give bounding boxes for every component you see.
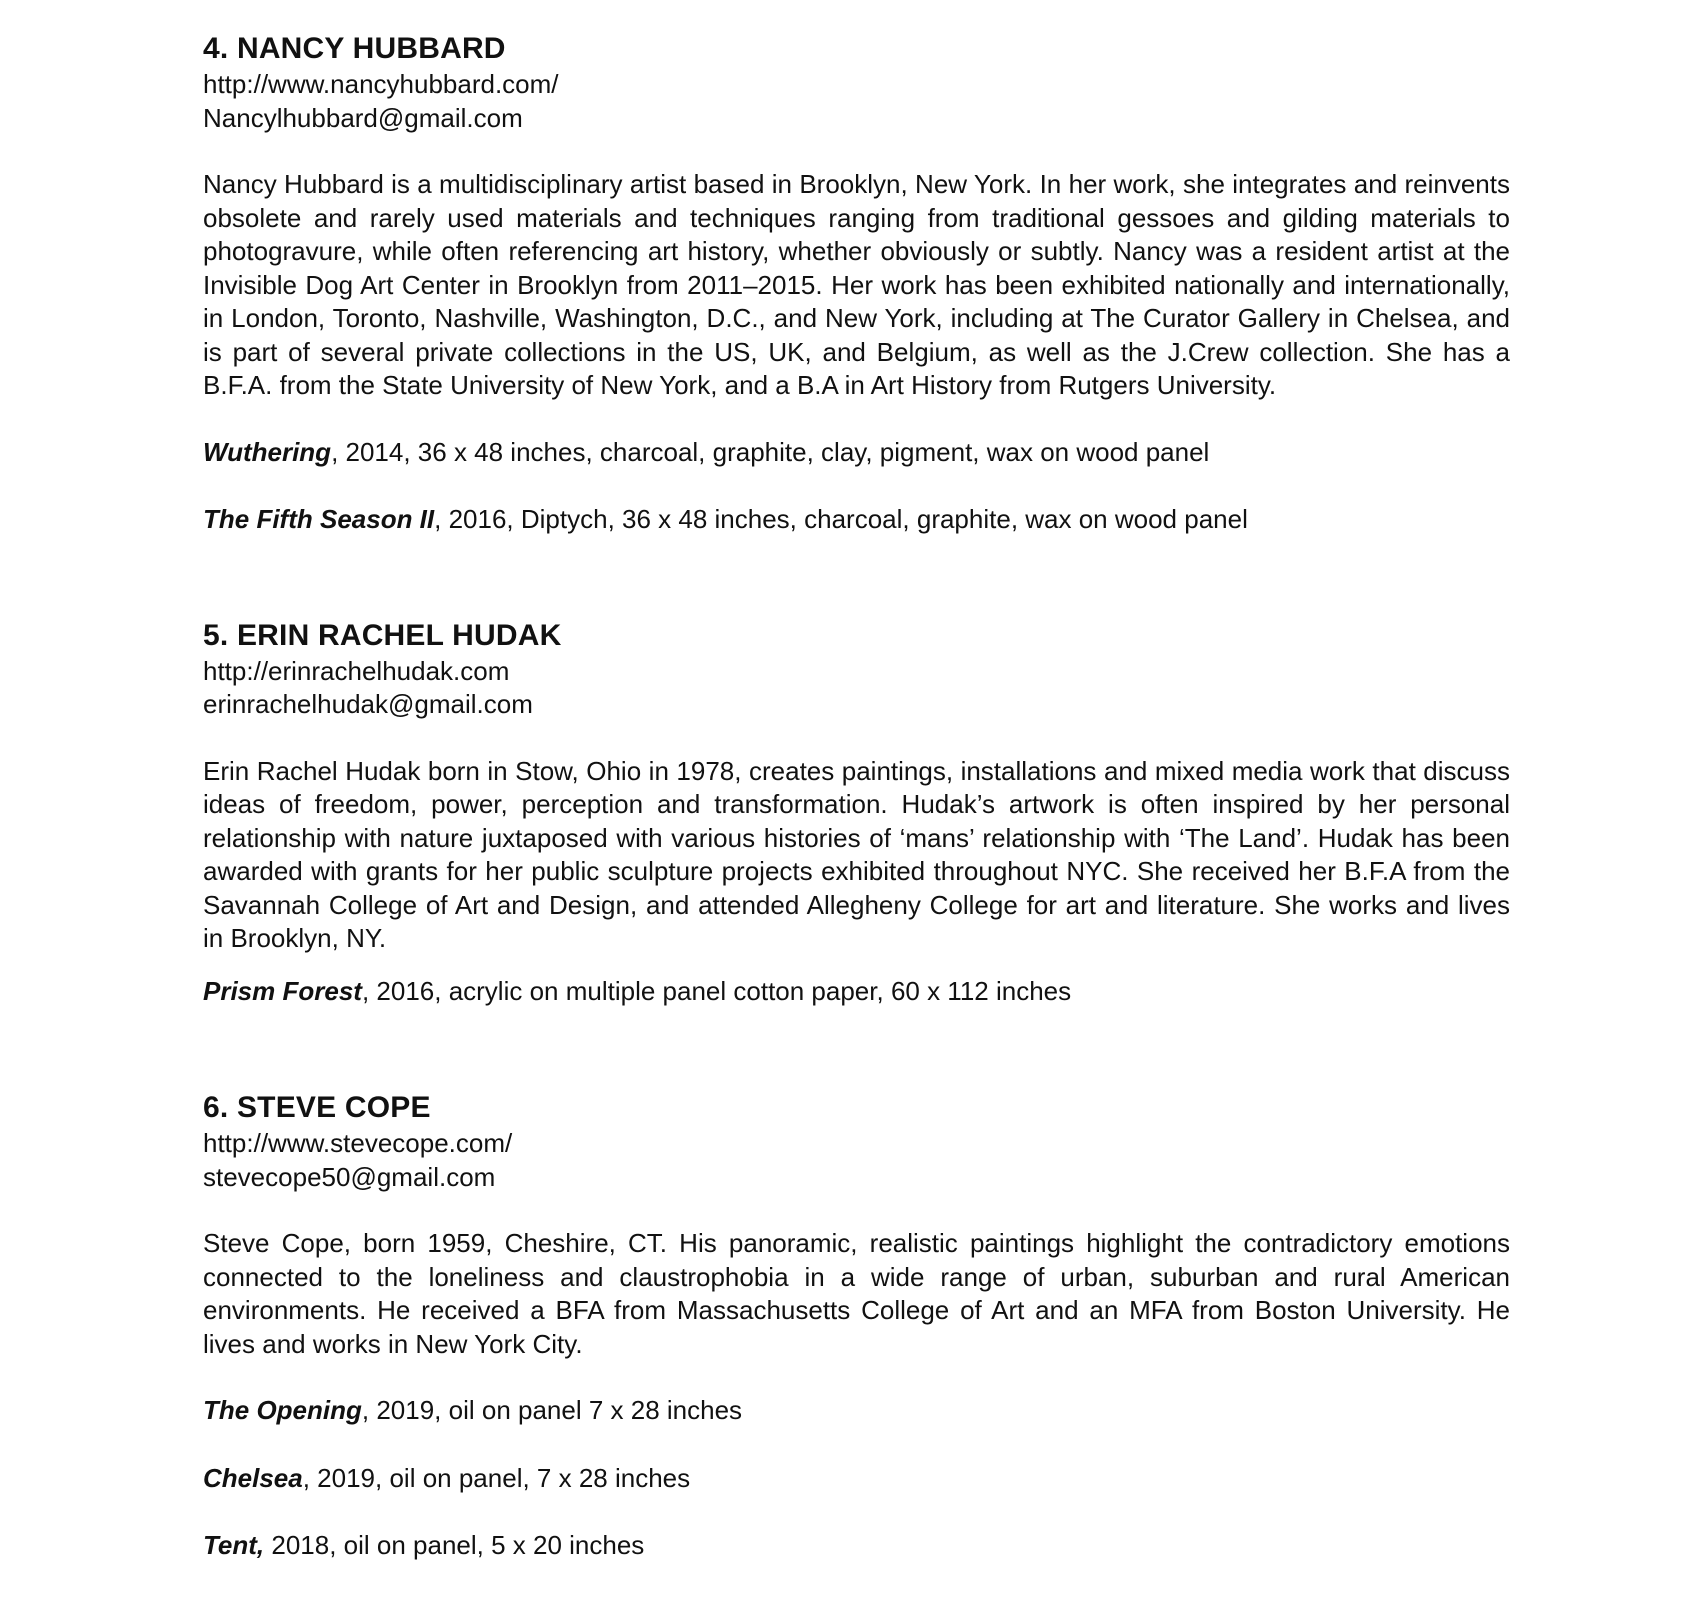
artwork-entry	[203, 1462, 1510, 1496]
artwork-title: The Opening	[203, 1395, 362, 1425]
artist-section-nancy-hubbard	[203, 30, 1510, 537]
artwork-entry	[203, 1529, 1510, 1563]
document-page	[203, 30, 1510, 1563]
artwork-details: , 2016, Diptych, 36 x 48 inches, charcoal, graphite, wax on wood panel	[434, 504, 1248, 534]
artwork-details: , 2014, 36 x 48 inches, charcoal, graphite, clay, pigment, wax on wood panel	[331, 436, 1210, 467]
artist-bio: Erin Rachel Hudak born in Stow, Ohio in 1978, creates paintings, installations and mixed media work that discuss ideas of freedom, power, perception and transformation. Hudak’s artwork is often inspired by her personal relationship with nature juxtaposed with various histories of ‘mans’ relationship with ‘The Land’. Hudak has been awarded with grants for her public sculpture projects exhibited throughout NYC. She received her B.F.A from the Savannah College of Art and Design, and attended Allegheny College for art and literature. She works and lives in Brooklyn, NY.	[203, 755, 1510, 953]
artist-website: http://www.nancyhubbard.com/	[203, 69, 559, 99]
artwork-details: , 2016, acrylic on multiple panel cotton paper, 60 x 112 inches	[361, 975, 1072, 1006]
artist-email: stevecope50@gmail.com	[203, 1161, 496, 1192]
artist-heading: 5. ERIN RACHEL HUDAK	[203, 618, 562, 652]
artwork-title: Wuthering	[203, 436, 332, 467]
artwork-details: 2018, oil on panel, 5 x 20 inches	[264, 1530, 645, 1560]
artist-bio: Steve Cope, born 1959, Cheshire, CT. His panoramic, realistic paintings highlight the contradictory emotions connected to the loneliness and claustrophobia in a wide range of urban, suburban and rural American environments. He received a BFA from Massachusetts College of Art and an MFA from Boston University. He lives and works in New York City.	[203, 1228, 1510, 1359]
artwork-title: Tent,	[203, 1530, 265, 1560]
artwork-entry	[203, 503, 1510, 537]
artist-bio: Nancy Hubbard is a multidisciplinary artist based in Brooklyn, New York. In her work, she integrates and reinvents obsolete and rarely used materials and techniques ranging from traditional gessoes and gilding materials to photogravure, while often referencing art history, whether obviously or subtly. Nancy was a resident artist at the Invisible Dog Art Center in Brooklyn from 2011–2015. Her work has been exhibited nationally and internationally, in London, Toronto, Nashville, Washington, D.C., and New York, including at The Curator Gallery in Chelsea, and is part of several private collections in the US, UK, and Belgium, as well as the J.Crew collection. She has a B.F.A. from the State University of New York, and a B.A in Art History from Rutgers University.	[203, 169, 1510, 400]
artist-heading: 4. NANCY HUBBARD	[203, 32, 506, 65]
artwork-details: , 2019, oil on panel 7 x 28 inches	[361, 1395, 743, 1425]
artist-email: Nancylhubbard@gmail.com	[203, 102, 523, 133]
artist-website: http://www.stevecope.com/	[203, 1128, 513, 1158]
artwork-title: Prism Forest	[203, 975, 362, 1006]
artwork-entry	[203, 975, 1510, 1009]
artwork-entry	[203, 1394, 1510, 1428]
artist-section-steve-cope	[203, 1089, 1510, 1563]
artist-email: erinrachelhudak@gmail.com	[203, 689, 533, 719]
artist-section-erin-rachel-hudak	[203, 617, 1510, 1009]
artist-website: http://erinrachelhudak.com	[203, 655, 510, 686]
artwork-title: The Fifth Season II	[203, 504, 435, 534]
artist-heading: 6. STEVE COPE	[203, 1091, 431, 1124]
artwork-title: Chelsea	[203, 1462, 303, 1493]
artwork-entry	[203, 436, 1510, 470]
artwork-details: , 2019, oil on panel, 7 x 28 inches	[302, 1462, 691, 1493]
